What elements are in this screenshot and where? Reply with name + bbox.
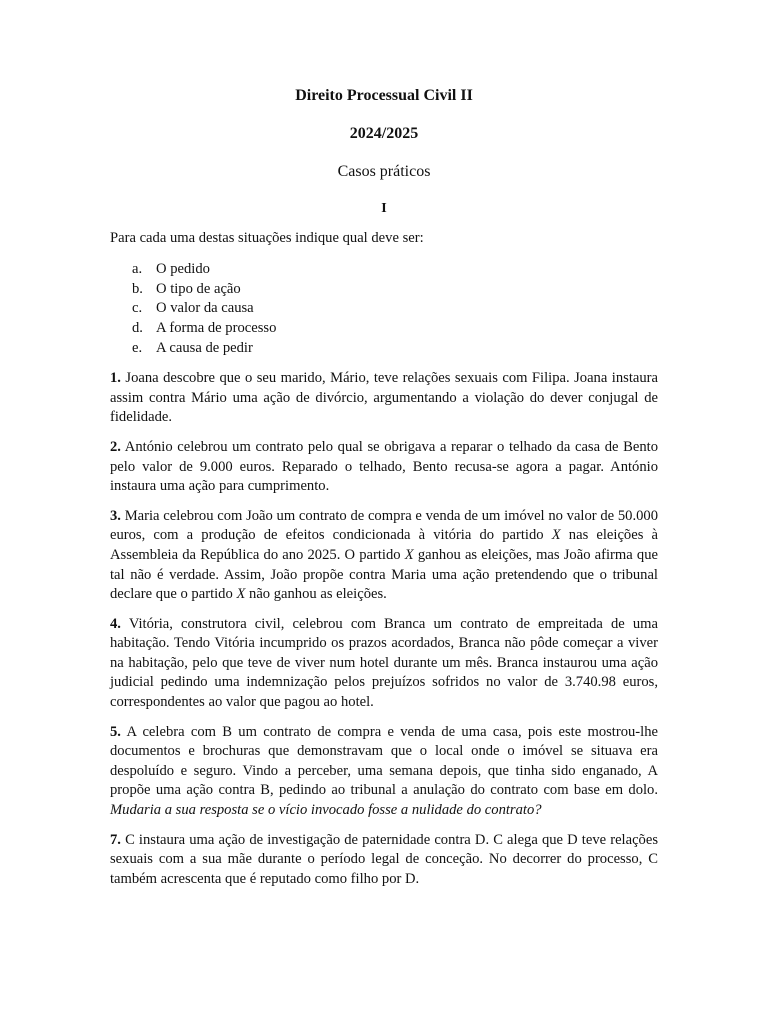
list-item-text: O pedido [156, 261, 210, 278]
list-item-text: O valor da causa [156, 300, 254, 317]
case-number: 1. [110, 370, 121, 387]
party-variable: X [551, 527, 561, 544]
list-item [132, 280, 658, 300]
document-title: Direito Processual Civil II [295, 87, 473, 104]
case-text: Vitória, construtora civil, celebrou com Branca um contrato de empreitada de uma habitação. Tendo Vitória incumprido os prazos acordados, Branca não pôde começar a viver na habitação, pelo que teve de viver num hotel durante um mês. Branca instaurou uma ação judicial pedindo uma indemnização pelos prejuízos sofridos no valor de 3.740.98 euros, correspondentes ao valor que pagou ao hotel. [110, 615, 658, 711]
list-marker: e. [132, 339, 143, 356]
case-number: 5. [110, 723, 121, 740]
party-variable: X [236, 586, 246, 603]
case-number: 2. [110, 438, 121, 455]
case-paragraph [110, 369, 658, 428]
case-text: Joana descobre que o seu marido, Mário, teve relações sexuais com Filipa. Joana instaura assim contra Mário uma ação de divórcio, argumentando a violação do dever conjugal de fidelidade. [110, 370, 658, 426]
list-item [132, 339, 658, 359]
case-number: 4. [110, 615, 121, 632]
intro-text: Para cada uma destas situações indique qual deve ser: [110, 229, 424, 246]
case-text: nas eleições à Assembleia da República do ano 2025. O partido [110, 527, 659, 563]
case-paragraph [110, 438, 658, 497]
document-subtitle: Casos práticos [337, 163, 431, 180]
case-text: ganhou as eleições, mas João afirma que tal não é verdade. Assim, João propõe contra Maria uma ação pretendendo que o tribunal declare que o partido [110, 546, 658, 603]
list-item-text: A forma de processo [156, 319, 277, 336]
list-marker: d. [132, 319, 143, 336]
list-item [132, 299, 658, 319]
case-question: Mudaria a sua resposta se o vício invocado fosse a nulidade do contrato? [110, 802, 542, 819]
case-text: António celebrou um contrato pelo qual se obrigava a reparar o telhado da casa de Bento pelo valor de 9.000 euros. Reparado o telhado, Bento recusa-se agora a pagar. António instaura uma ação para cumprimento. [110, 438, 658, 495]
case-number: 7. [110, 831, 121, 848]
case-paragraph [110, 615, 658, 713]
case-paragraph [110, 507, 658, 605]
case-text: A celebra com B um contrato de compra e venda de uma casa, pois este mostrou-lhe documentos e brochuras que demonstravam que o local onde o imóvel se situava era despoluído e seguro. Vindo a perceber, uma semana depois, que tinha sido enganado, A propõe uma ação contra B, pedindo ao tribunal a anulação do contrato com base em dolo. [110, 723, 658, 799]
case-paragraph [110, 831, 658, 890]
list-marker: a. [132, 261, 143, 278]
academic-year: 2024/2025 [349, 125, 419, 142]
question-list [110, 260, 658, 358]
list-item [132, 319, 658, 339]
document-page [110, 86, 658, 899]
case-number: 3. [110, 507, 121, 524]
case-text: C instaura uma ação de investigação de paternidade contra D. C alega que D teve relações sexuais com a sua mãe durante o período legal de conceção. No decorrer do processo, C também acrescenta que é reputado como filho por D. [110, 831, 659, 887]
case-text: não ganhou as eleições. [249, 586, 387, 603]
list-item-text: O tipo de ação [156, 280, 241, 297]
list-item [132, 260, 658, 280]
case-paragraph [110, 723, 658, 821]
party-variable: X [404, 546, 414, 563]
list-marker: b. [132, 280, 143, 297]
section-number: I [381, 201, 387, 216]
list-marker: c. [132, 300, 143, 317]
list-item-text: A causa de pedir [156, 339, 253, 356]
case-text: Maria celebrou com João um contrato de compra e venda de um imóvel no valor de 50.000 euros, com a produção de efeitos condicionada à vitória do partido [110, 507, 658, 544]
